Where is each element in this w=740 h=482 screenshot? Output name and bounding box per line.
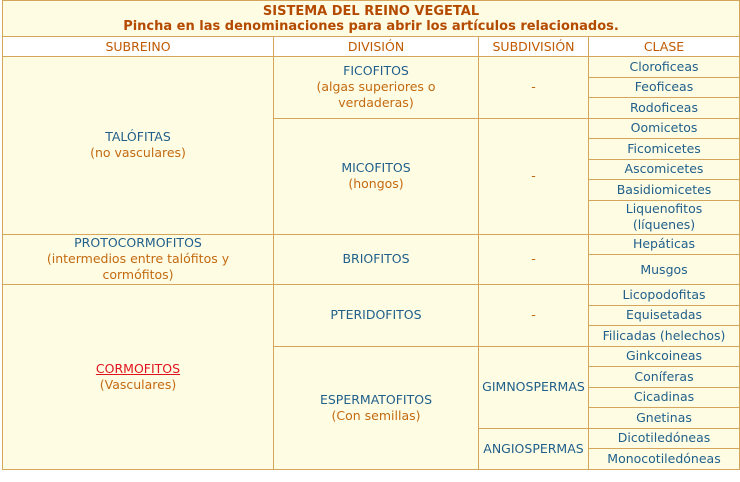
clase-musgos[interactable]: Musgos [589, 255, 740, 285]
subdivision-micofitos-empty: - [479, 118, 589, 234]
clase-liquenofitos[interactable] [589, 200, 740, 234]
subreino-cormofitos[interactable] [3, 285, 274, 470]
clase-licopodofitas[interactable]: Licopodofitas [589, 285, 740, 306]
clase-cicadinas[interactable]: Cicadinas [589, 387, 740, 408]
clase-equisetadas[interactable]: Equisetadas [589, 305, 740, 326]
division-ficofitos[interactable] [274, 57, 479, 119]
division-pteridofitos[interactable] [274, 285, 479, 347]
clase-oomicetos[interactable]: Oomicetos [589, 118, 740, 139]
page-subtitle: Pincha en las denominaciones para abrir los artículos relacionados. [123, 19, 619, 34]
header-clase: CLASE [589, 37, 740, 57]
subdivision-pteridofitos-empty: - [479, 285, 589, 347]
clase-rodoficeas[interactable]: Rodoficeas [589, 98, 740, 119]
division-espermatofitos-name[interactable]: ESPERMATOFITOS [319, 391, 433, 407]
clase-basidiomicetes[interactable]: Basidiomicetes [589, 180, 740, 201]
division-micofitos-name[interactable]: MICOFITOS [341, 160, 411, 175]
clase-liquenofitos-name[interactable]: Liquenofitos [625, 201, 703, 216]
division-micofitos-note: (hongos) [348, 176, 404, 191]
division-micofitos[interactable] [274, 118, 479, 234]
clase-ginkcoineas[interactable]: Ginkcoineas [589, 346, 740, 367]
division-pteridofitos-name[interactable]: PTERIDOFITOS [330, 307, 422, 323]
page-title: SISTEMA DEL REINO VEGETAL [262, 4, 480, 19]
subreino-talofitas-name[interactable]: TALÓFITAS [105, 129, 171, 145]
clase-cloroficeas[interactable]: Cloroficeas [589, 57, 740, 78]
division-espermatofitos[interactable] [274, 346, 479, 469]
clase-dicotiledoneas[interactable]: Dicotiledóneas [589, 428, 740, 449]
clase-monocotiledoneas[interactable]: Monocotiledóneas [589, 449, 740, 470]
division-ficofitos-name[interactable]: FICOFITOS [343, 63, 409, 79]
clase-gnetinas[interactable]: Gnetinas [589, 408, 740, 429]
table-title [3, 1, 740, 37]
subdivision-angiospermas[interactable]: ANGIOSPERMAS [479, 428, 589, 469]
subreino-protocormofitos-note: (intermedios entre talófitos y cormófitos) [46, 251, 230, 283]
subdivision-gimnospermas[interactable]: GIMNOSPERMAS [479, 346, 589, 428]
subreino-protocormofitos[interactable] [3, 234, 274, 285]
clase-ficomicetes[interactable]: Ficomicetes [589, 139, 740, 160]
clase-ascomicetes[interactable]: Ascomicetes [589, 159, 740, 180]
subreino-talofitas[interactable] [3, 57, 274, 235]
subdivision-briofitos-empty: - [479, 234, 589, 285]
division-ficofitos-note: (algas superiores o verdaderas) [316, 79, 436, 111]
clase-feoficeas[interactable]: Feoficeas [589, 77, 740, 98]
header-division: DIVISIÓN [274, 37, 479, 57]
header-row [3, 37, 740, 57]
division-briofitos-name[interactable]: BRIOFITOS [342, 251, 410, 267]
title-row [3, 1, 740, 37]
division-espermatofitos-note: (Con semillas) [331, 407, 421, 423]
clase-hepaticas[interactable]: Hepáticas [589, 234, 740, 255]
header-subreino: SUBREINO [3, 37, 274, 57]
header-subdivision: SUBDIVISIÓN [479, 37, 589, 57]
subreino-cormofitos-link[interactable]: CORMOFITOS [95, 360, 181, 376]
plant-kingdom-table [2, 0, 740, 470]
division-briofitos[interactable] [274, 234, 479, 285]
subreino-talofitas-note: (no vasculares) [90, 145, 186, 161]
subdivision-ficofitos-empty: - [479, 57, 589, 119]
clase-filicadas[interactable]: Filicadas (helechos) [589, 326, 740, 347]
clase-liquenofitos-note: (líquenes) [632, 217, 696, 232]
subreino-cormofitos-note: (Vasculares) [99, 376, 177, 392]
clase-coniferas[interactable]: Coníferas [589, 367, 740, 388]
subreino-protocormofitos-name[interactable]: PROTOCORMOFITOS [74, 235, 202, 251]
